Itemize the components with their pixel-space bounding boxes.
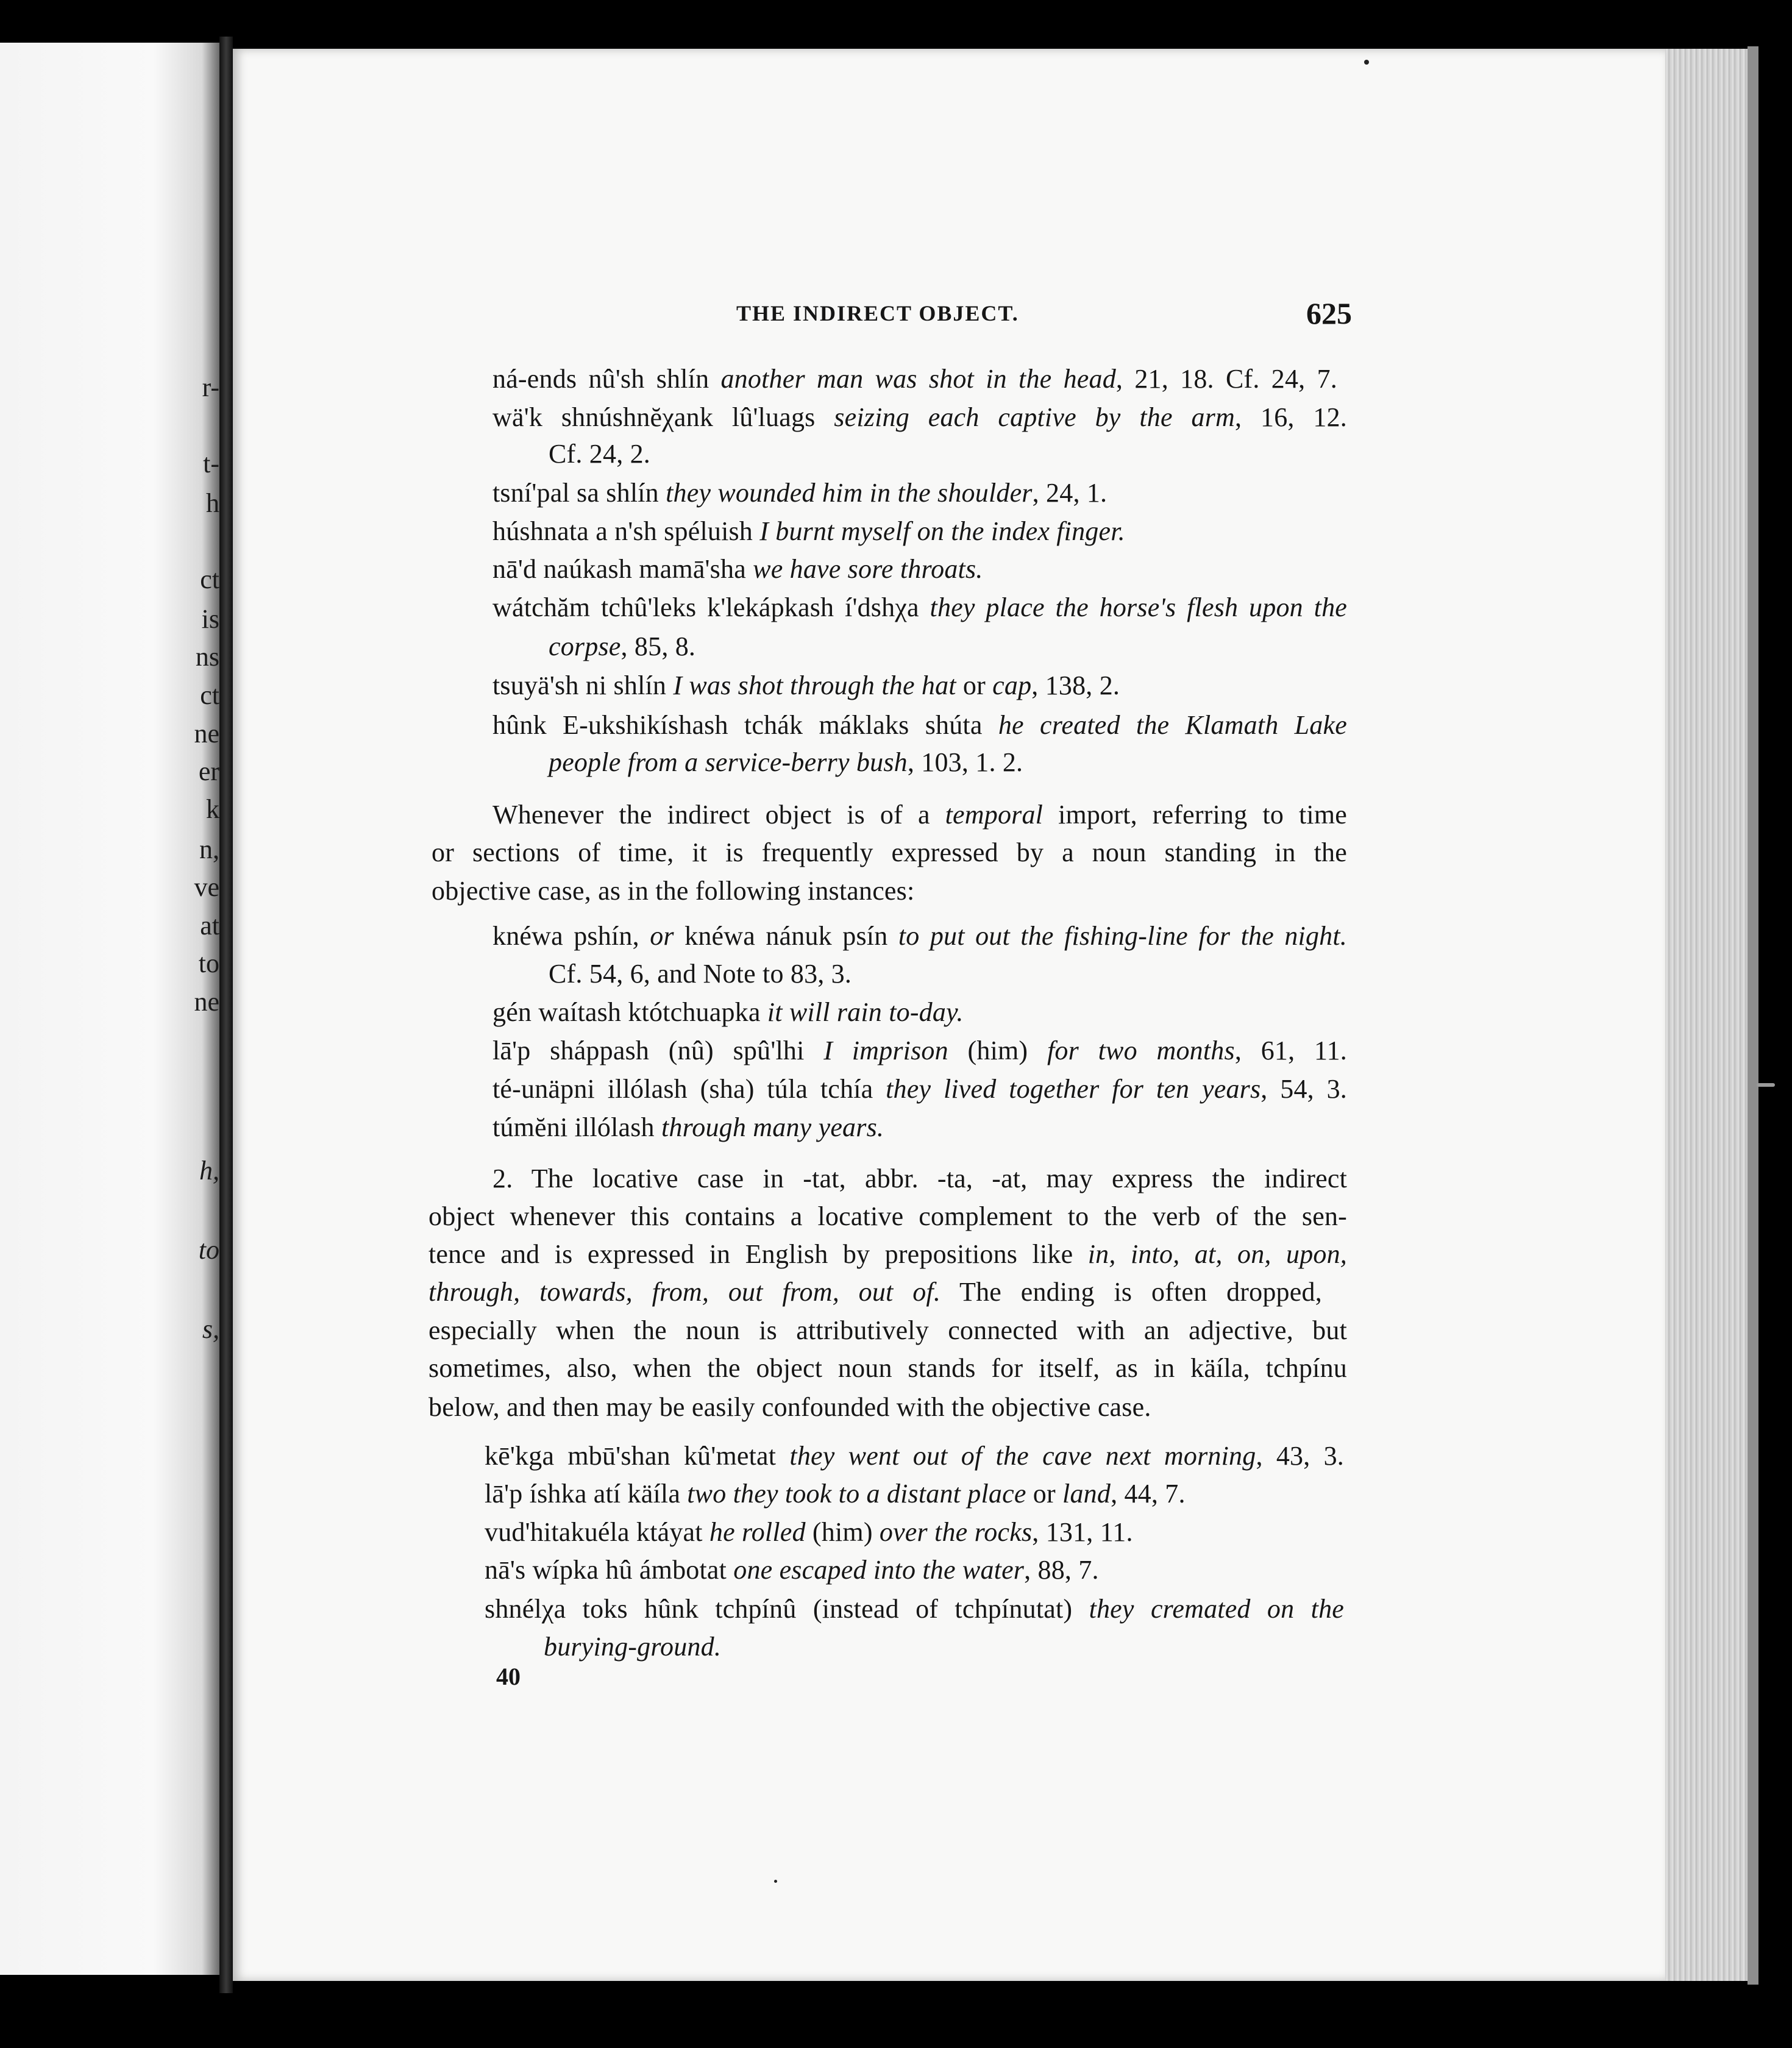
roman-text: (him) bbox=[805, 1517, 880, 1547]
italic-text: burying-ground. bbox=[544, 1632, 722, 1662]
text-line bbox=[492, 518, 1125, 545]
previous-page-fragment: er bbox=[198, 756, 219, 786]
previous-page-fragment: n, bbox=[199, 834, 219, 864]
roman-text: , 85, 8. bbox=[620, 631, 696, 661]
previous-page-fragment: ct bbox=[200, 564, 219, 594]
roman-text: 2. The locative case in -tat, abbr. -ta, -at, may express the indirect bbox=[492, 1164, 1347, 1193]
italic-text: he created the Klamath Lake bbox=[998, 710, 1348, 740]
italic-text: they place the horse's flesh upon the bbox=[930, 592, 1347, 622]
previous-page-fragment: h, bbox=[199, 1156, 219, 1186]
text-line bbox=[492, 366, 1337, 393]
text-line bbox=[492, 672, 1120, 699]
text-line bbox=[492, 802, 1347, 828]
text-line bbox=[492, 556, 983, 583]
text-line bbox=[492, 1114, 884, 1141]
roman-text: , 103, 1. 2. bbox=[907, 747, 1023, 777]
italic-text: over the rocks bbox=[879, 1517, 1033, 1547]
previous-page-fragment: to bbox=[198, 948, 219, 978]
text-line bbox=[549, 749, 1023, 776]
italic-text: one escaped into the water bbox=[733, 1555, 1025, 1585]
running-head-title: THE INDIRECT OBJECT. bbox=[736, 301, 1019, 325]
roman-text: shnélχa toks hûnk tchpínû (instead of tchpínutat) bbox=[485, 1594, 1089, 1624]
roman-text: import, referring to time bbox=[1043, 800, 1347, 830]
text-line bbox=[492, 1165, 1347, 1192]
text-line bbox=[428, 1203, 1347, 1230]
italic-text: land bbox=[1062, 1479, 1111, 1509]
italic-text: in, into, at, on, upon, bbox=[1087, 1239, 1348, 1269]
page-number: 625 bbox=[1306, 296, 1352, 330]
italic-text: they lived together for ten years bbox=[886, 1074, 1261, 1104]
roman-text: knéwa pshín, bbox=[492, 921, 650, 951]
previous-page-fragment: ct bbox=[200, 680, 219, 710]
roman-text: Cf. 54, 6, and Note to 83, 3. bbox=[549, 959, 852, 989]
text-line bbox=[428, 1279, 1322, 1306]
roman-text: tence and is expressed in English by prepositions like bbox=[428, 1239, 1088, 1269]
italic-text: cap bbox=[992, 670, 1032, 700]
previous-page-fragment: k bbox=[206, 794, 219, 824]
text-line bbox=[549, 441, 650, 468]
page-stack-edge bbox=[1665, 49, 1748, 1981]
roman-text: wátchăm tchû'leks k'lekápkash í'dshχa bbox=[492, 592, 930, 622]
text-line bbox=[492, 712, 1347, 739]
roman-text: , 16, 12. bbox=[1235, 402, 1347, 432]
roman-text: or bbox=[1026, 1479, 1063, 1509]
roman-text: , 43, 3. bbox=[1256, 1441, 1344, 1471]
roman-text: Whenever the indirect object is of a bbox=[492, 800, 945, 830]
roman-text: tsuyä'sh ni shlín bbox=[492, 670, 674, 700]
text-line bbox=[544, 1634, 721, 1660]
roman-text: , 24, 1. bbox=[1032, 478, 1108, 508]
text-line bbox=[492, 1076, 1347, 1103]
roman-text: sometimes, also, when the object noun stands for itself, as in käíla, tchpínu bbox=[428, 1353, 1347, 1383]
previous-page-fragment: is bbox=[201, 604, 219, 634]
roman-text: , 131, 11. bbox=[1032, 1517, 1133, 1547]
italic-text: people from a service-berry bush bbox=[549, 747, 908, 777]
italic-text: or bbox=[650, 921, 674, 951]
roman-text: nā's wípka hû ámbotat bbox=[485, 1555, 734, 1585]
roman-text: , 138, 2. bbox=[1031, 670, 1120, 700]
italic-text: temporal bbox=[945, 800, 1044, 830]
italic-text: we have sore throats. bbox=[753, 554, 983, 584]
italic-text: through many years. bbox=[661, 1112, 884, 1142]
roman-text: túmĕni illólash bbox=[492, 1112, 661, 1142]
italic-text: they went out of the cave next morning bbox=[789, 1441, 1256, 1471]
previous-page-fragment: ne bbox=[194, 987, 219, 1017]
text-line bbox=[432, 878, 914, 905]
roman-text: vud'hitakuéla ktáyat bbox=[485, 1517, 709, 1547]
roman-text: tsní'pal sa shlín bbox=[492, 478, 666, 508]
roman-text: The ending is often dropped, bbox=[940, 1277, 1322, 1307]
text-line bbox=[549, 961, 852, 987]
text-line bbox=[432, 839, 1347, 866]
roman-text: (him) bbox=[948, 1036, 1047, 1065]
italic-text: through, towards, from, out from, out of. bbox=[428, 1277, 941, 1307]
text-line bbox=[485, 1519, 1133, 1546]
roman-text: lā'p sháppash (nû) spû'lhi bbox=[492, 1036, 824, 1065]
italic-text: seizing each captive by the arm bbox=[834, 402, 1235, 432]
text-line bbox=[492, 594, 1347, 621]
previous-page bbox=[0, 43, 219, 1975]
speck-mark bbox=[774, 1880, 777, 1883]
speck-mark bbox=[1757, 1083, 1775, 1087]
roman-text: gén waítash któtchuapka bbox=[492, 997, 767, 1027]
italic-text: he rolled bbox=[709, 1517, 806, 1547]
italic-text: they cremated on the bbox=[1089, 1594, 1344, 1624]
text-line bbox=[492, 1037, 1347, 1064]
roman-text: , 21, 18. Cf. 24, 7. bbox=[1115, 364, 1337, 394]
text-line bbox=[485, 1481, 1186, 1507]
previous-page-fragment: at bbox=[200, 911, 219, 940]
roman-text: hûnk E-ukshikíshash tchák máklaks shúta bbox=[492, 710, 998, 740]
previous-page-fragment: ve bbox=[194, 872, 219, 902]
roman-text: or bbox=[956, 670, 993, 700]
text-line bbox=[428, 1317, 1347, 1344]
previous-page-fragment: r- bbox=[202, 372, 219, 402]
roman-text: nā'd naúkash mamā'sha bbox=[492, 554, 753, 584]
speck-mark bbox=[1364, 60, 1369, 65]
roman-text: , 88, 7. bbox=[1024, 1555, 1099, 1585]
roman-text: especially when the noun is attributively connected with an adjective, but bbox=[428, 1315, 1347, 1345]
text-line bbox=[485, 1443, 1344, 1470]
roman-text: Cf. 24, 2. bbox=[549, 439, 650, 469]
previous-page-fragment: s, bbox=[202, 1314, 219, 1344]
signature-mark: 40 bbox=[496, 1663, 521, 1690]
text-line bbox=[428, 1241, 1347, 1268]
text-line bbox=[492, 923, 1347, 950]
text-line bbox=[428, 1355, 1347, 1382]
text-line bbox=[485, 1596, 1344, 1623]
roman-text: , 44, 7. bbox=[1111, 1479, 1186, 1509]
italic-text: they wounded him in the shoulder bbox=[666, 478, 1033, 508]
italic-text: another man was shot in the head bbox=[720, 364, 1116, 394]
text-line bbox=[492, 999, 964, 1026]
text-line bbox=[492, 480, 1107, 507]
italic-text: to put out the fishing-line for the night. bbox=[898, 921, 1348, 951]
book-gutter bbox=[219, 37, 233, 1993]
roman-text: húshnata a n'sh spéluish bbox=[492, 516, 760, 546]
roman-text: , 54, 3. bbox=[1260, 1074, 1347, 1104]
roman-text: object whenever this contains a locative complement to the verb of the sen- bbox=[428, 1201, 1347, 1231]
roman-text: knéwa nánuk psín bbox=[674, 921, 898, 951]
italic-text: I was shot through the hat bbox=[673, 670, 956, 700]
roman-text: ná-ends nû'sh shlín bbox=[492, 364, 721, 394]
roman-text: below, and then may be easily confounded with the objective case. bbox=[428, 1392, 1151, 1422]
previous-page-fragment: t- bbox=[203, 449, 219, 478]
previous-page-fragment: ns bbox=[195, 642, 219, 672]
roman-text: wä'k shnúshnĕχank lû'luags bbox=[492, 402, 834, 432]
italic-text: I burnt myself on the index finger. bbox=[759, 516, 1125, 546]
italic-text: corpse bbox=[549, 631, 621, 661]
italic-text: for two months bbox=[1047, 1036, 1235, 1065]
roman-text: té-unäpni illólash (sha) túla tchía bbox=[492, 1074, 886, 1104]
text-line bbox=[428, 1394, 1151, 1421]
previous-page-fragment: to bbox=[198, 1235, 219, 1265]
roman-text: objective case, as in the following instances: bbox=[432, 876, 915, 906]
roman-text: or sections of time, it is frequently expressed by a noun standing in the bbox=[432, 837, 1347, 867]
italic-text: it will rain to-day. bbox=[767, 997, 964, 1027]
italic-text: I imprison bbox=[823, 1036, 948, 1065]
previous-page-fragment: ne bbox=[194, 719, 219, 748]
italic-text: two they took to a distant place bbox=[687, 1479, 1026, 1509]
text-line bbox=[485, 1557, 1099, 1584]
roman-text: kē'kga mbū'shan kû'metat bbox=[485, 1441, 790, 1471]
text-line bbox=[549, 633, 695, 660]
roman-text: lā'p íshka atí käíla bbox=[485, 1479, 688, 1509]
previous-page-fragment: h bbox=[206, 488, 219, 518]
text-line bbox=[492, 404, 1347, 431]
roman-text: , 61, 11. bbox=[1234, 1036, 1347, 1065]
page-stack-outer-edge bbox=[1748, 46, 1758, 1985]
